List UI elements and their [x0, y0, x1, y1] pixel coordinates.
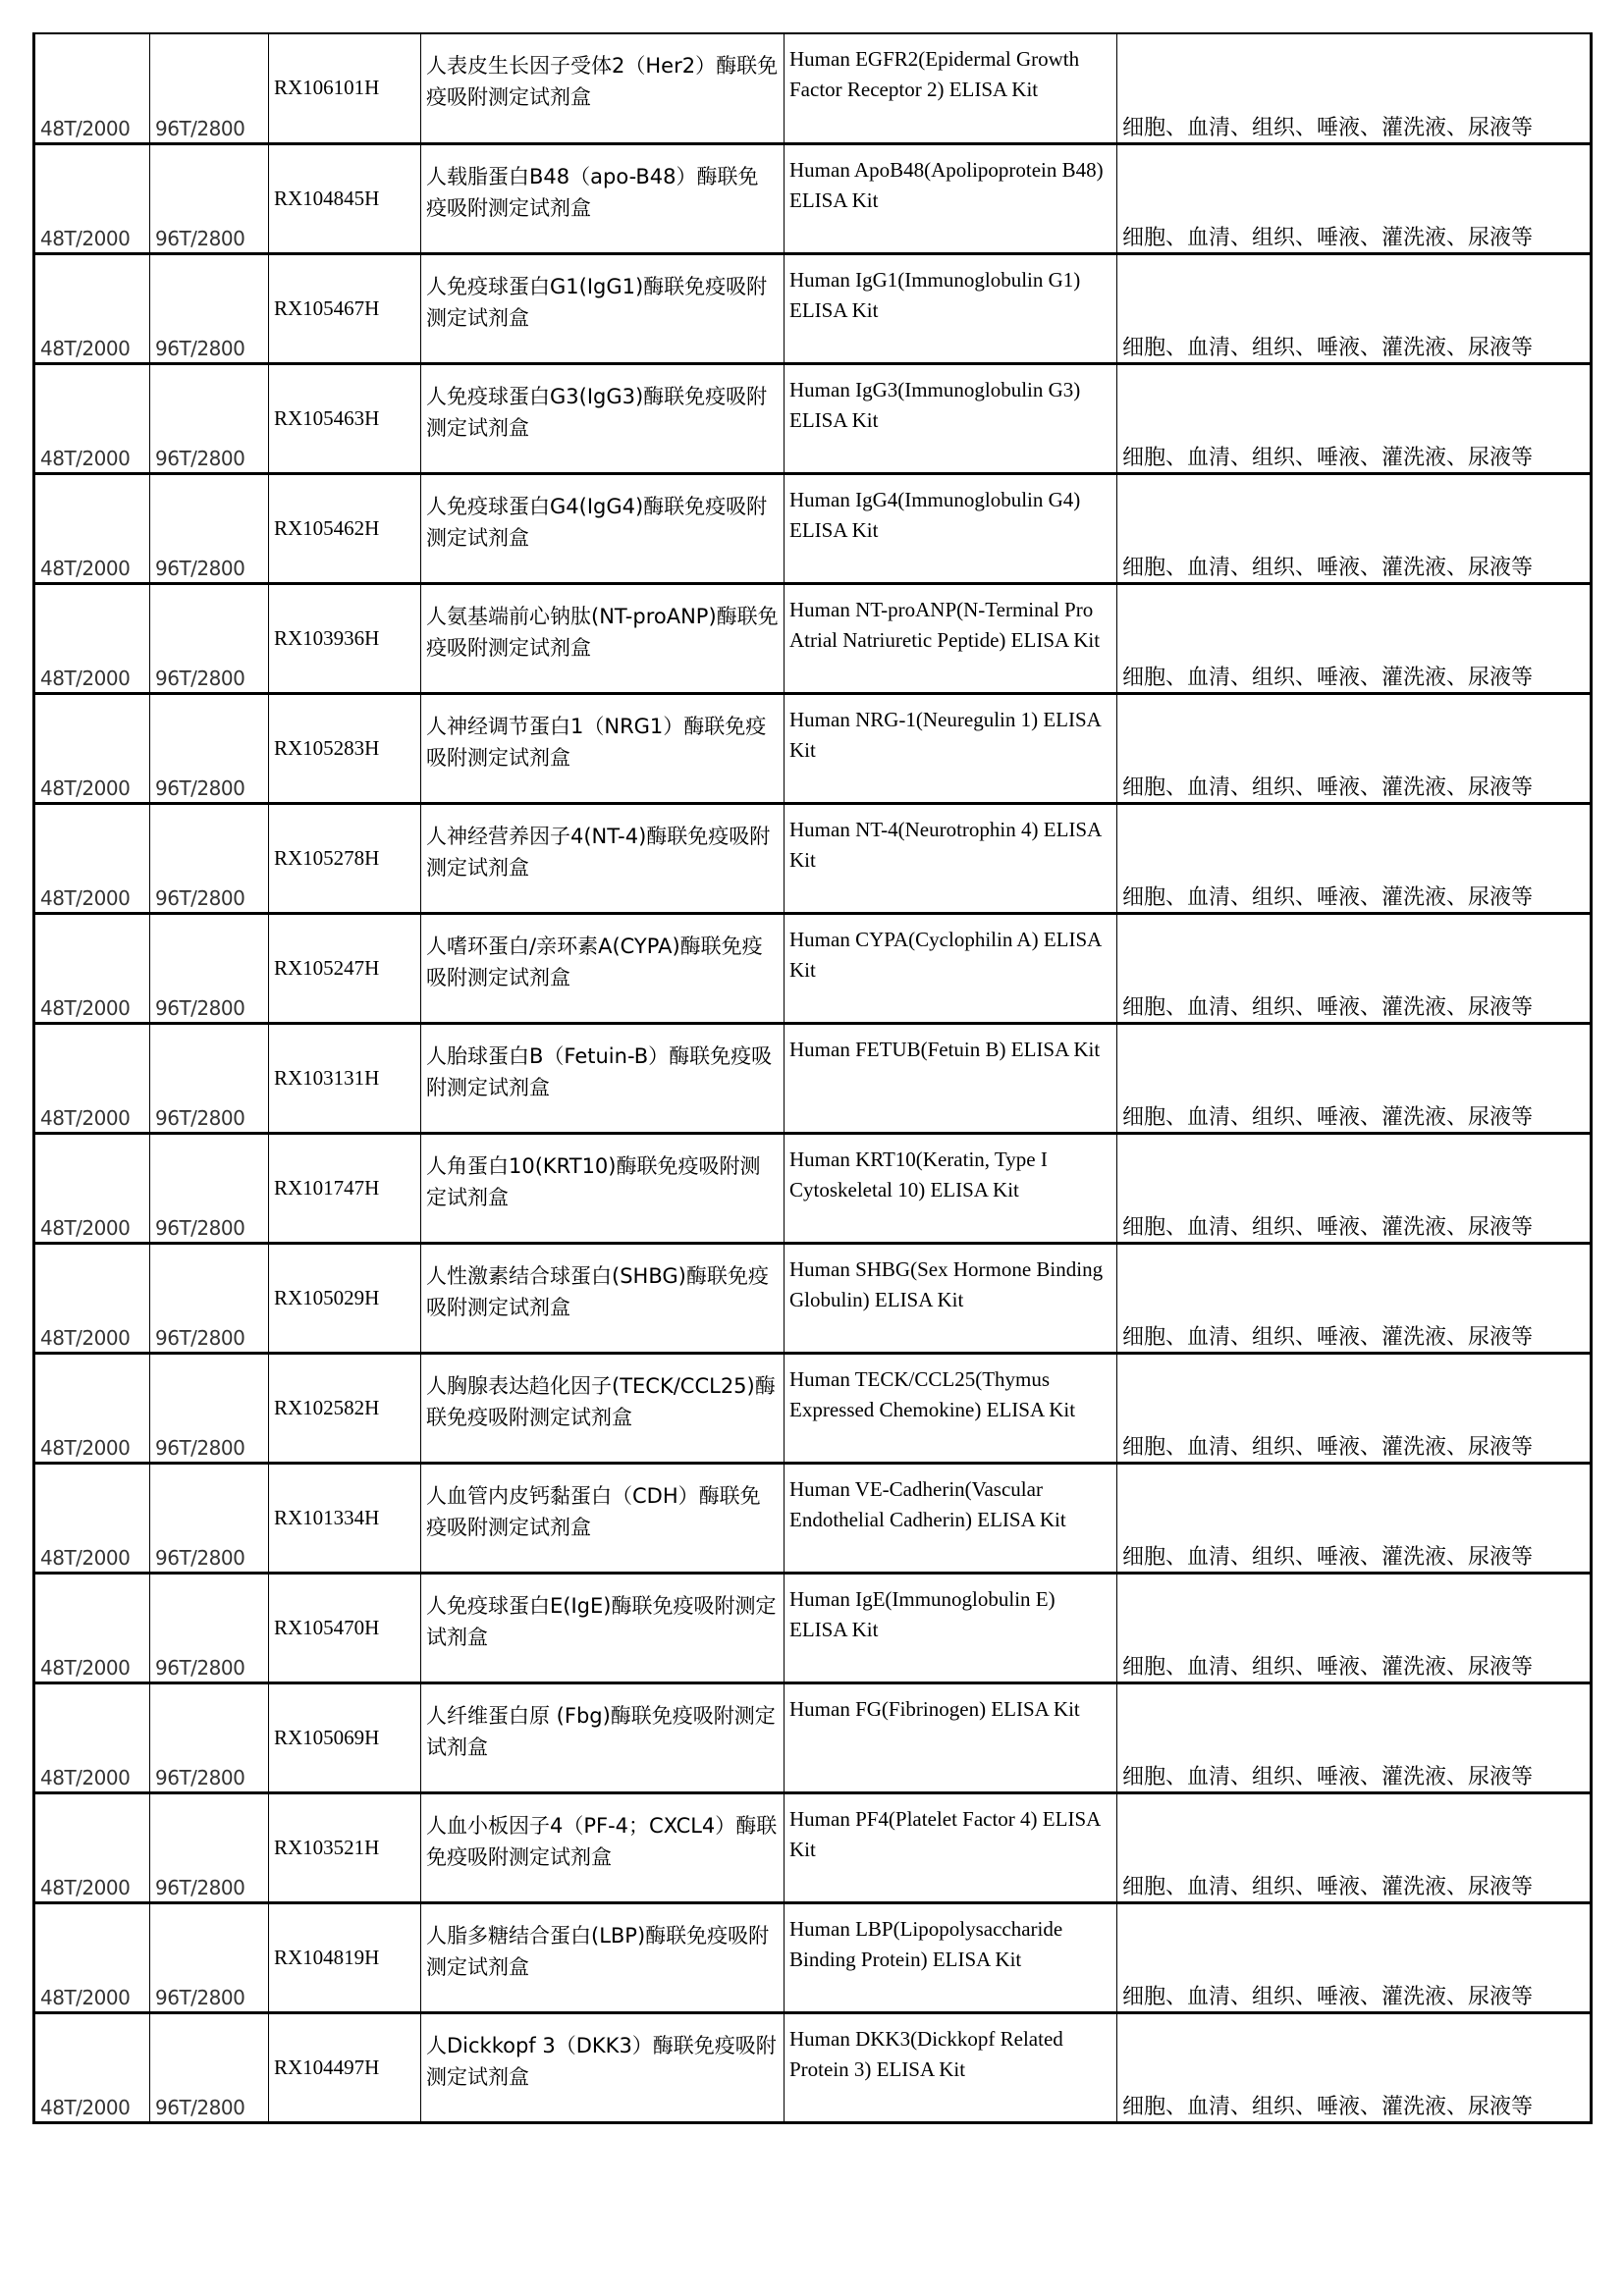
pack-96-cell: 96T/2800	[150, 1463, 269, 1573]
pack-48-cell: 48T/2000	[34, 1353, 150, 1463]
table-row	[34, 33, 1592, 143]
pack-48-cell: 48T/2000	[34, 1463, 150, 1573]
product-name-en-cell: Human ApoB48(Apolipoprotein B48) ELISA Kit	[785, 143, 1117, 253]
pack-48-cell: 48T/2000	[34, 253, 150, 363]
table-row	[34, 143, 1592, 253]
product-name-en-cell: Human DKK3(Dickkopf Related Protein 3) ELISA Kit	[785, 2012, 1117, 2122]
pack-96-cell: 96T/2800	[150, 913, 269, 1023]
sample-types-cell: 细胞、血清、组织、唾液、灌洗液、尿液等	[1117, 473, 1592, 583]
pack-48-cell: 48T/2000	[34, 583, 150, 693]
product-name-cn-cell: 人免疫球蛋白E(IgE)酶联免疫吸附测定试剂盒	[421, 1573, 785, 1682]
sample-types-cell: 细胞、血清、组织、唾液、灌洗液、尿液等	[1117, 253, 1592, 363]
product-name-en-cell: Human FETUB(Fetuin B) ELISA Kit	[785, 1023, 1117, 1133]
pack-96-cell: 96T/2800	[150, 1243, 269, 1353]
product-name-en-cell: Human IgG3(Immunoglobulin G3) ELISA Kit	[785, 363, 1117, 473]
pack-96-cell: 96T/2800	[150, 253, 269, 363]
table-row	[34, 1792, 1592, 1902]
product-name-en-cell: Human KRT10(Keratin, Type I Cytoskeletal 10) ELISA Kit	[785, 1133, 1117, 1243]
pack-96-cell: 96T/2800	[150, 1902, 269, 2012]
catalog-number-cell: RX101747H	[269, 1133, 421, 1243]
product-name-en-cell: Human PF4(Platelet Factor 4) ELISA Kit	[785, 1792, 1117, 1902]
pack-48-cell: 48T/2000	[34, 1243, 150, 1353]
product-name-en-cell: Human TECK/CCL25(Thymus Expressed Chemokine) ELISA Kit	[785, 1353, 1117, 1463]
sample-types-cell: 细胞、血清、组织、唾液、灌洗液、尿液等	[1117, 143, 1592, 253]
table-row	[34, 1902, 1592, 2012]
product-name-cn-cell: 人表皮生长因子受体2（Her2）酶联免疫吸附测定试剂盒	[421, 33, 785, 143]
table-row	[34, 583, 1592, 693]
table-row	[34, 253, 1592, 363]
pack-48-cell: 48T/2000	[34, 2012, 150, 2122]
product-name-en-cell: Human IgG1(Immunoglobulin G1) ELISA Kit	[785, 253, 1117, 363]
pack-48-cell: 48T/2000	[34, 143, 150, 253]
sample-types-cell: 细胞、血清、组织、唾液、灌洗液、尿液等	[1117, 1573, 1592, 1682]
product-name-en-cell: Human NT-proANP(N-Terminal Pro Atrial Natriuretic Peptide) ELISA Kit	[785, 583, 1117, 693]
sample-types-cell: 细胞、血清、组织、唾液、灌洗液、尿液等	[1117, 913, 1592, 1023]
pack-48-cell: 48T/2000	[34, 363, 150, 473]
product-name-cn-cell: 人免疫球蛋白G4(IgG4)酶联免疫吸附测定试剂盒	[421, 473, 785, 583]
product-name-cn-cell: 人角蛋白10(KRT10)酶联免疫吸附测定试剂盒	[421, 1133, 785, 1243]
pack-96-cell: 96T/2800	[150, 1133, 269, 1243]
catalog-number-cell: RX102582H	[269, 1353, 421, 1463]
catalog-number-cell: RX105470H	[269, 1573, 421, 1682]
pack-48-cell: 48T/2000	[34, 1133, 150, 1243]
catalog-number-cell: RX104819H	[269, 1902, 421, 2012]
sample-types-cell: 细胞、血清、组织、唾液、灌洗液、尿液等	[1117, 803, 1592, 913]
pack-96-cell: 96T/2800	[150, 1792, 269, 1902]
product-name-en-cell: Human EGFR2(Epidermal Growth Factor Receptor 2) ELISA Kit	[785, 33, 1117, 143]
catalog-number-cell: RX105069H	[269, 1682, 421, 1792]
catalog-number-cell: RX103131H	[269, 1023, 421, 1133]
catalog-number-cell: RX105278H	[269, 803, 421, 913]
pack-96-cell: 96T/2800	[150, 1353, 269, 1463]
catalog-number-cell: RX105029H	[269, 1243, 421, 1353]
sample-types-cell: 细胞、血清、组织、唾液、灌洗液、尿液等	[1117, 1792, 1592, 1902]
catalog-number-cell: RX104845H	[269, 143, 421, 253]
product-name-cn-cell: 人胸腺表达趋化因子(TECK/CCL25)酶联免疫吸附测定试剂盒	[421, 1353, 785, 1463]
catalog-number-cell: RX105463H	[269, 363, 421, 473]
table-row	[34, 473, 1592, 583]
product-name-cn-cell: 人Dickkopf 3（DKK3）酶联免疫吸附测定试剂盒	[421, 2012, 785, 2122]
product-name-cn-cell: 人免疫球蛋白G3(IgG3)酶联免疫吸附测定试剂盒	[421, 363, 785, 473]
product-name-en-cell: Human SHBG(Sex Hormone Binding Globulin) ELISA Kit	[785, 1243, 1117, 1353]
pack-48-cell: 48T/2000	[34, 913, 150, 1023]
pack-96-cell: 96T/2800	[150, 1682, 269, 1792]
pack-48-cell: 48T/2000	[34, 1023, 150, 1133]
pack-96-cell: 96T/2800	[150, 583, 269, 693]
product-name-cn-cell: 人性激素结合球蛋白(SHBG)酶联免疫吸附测定试剂盒	[421, 1243, 785, 1353]
sample-types-cell: 细胞、血清、组织、唾液、灌洗液、尿液等	[1117, 363, 1592, 473]
table-row	[34, 2012, 1592, 2122]
catalog-number-cell: RX105283H	[269, 693, 421, 803]
sample-types-cell: 细胞、血清、组织、唾液、灌洗液、尿液等	[1117, 1243, 1592, 1353]
table-row	[34, 803, 1592, 913]
pack-48-cell: 48T/2000	[34, 1792, 150, 1902]
pack-48-cell: 48T/2000	[34, 1682, 150, 1792]
pack-96-cell: 96T/2800	[150, 143, 269, 253]
product-name-en-cell: Human LBP(Lipopolysaccharide Binding Protein) ELISA Kit	[785, 1902, 1117, 2012]
sample-types-cell: 细胞、血清、组织、唾液、灌洗液、尿液等	[1117, 2012, 1592, 2122]
product-name-cn-cell: 人神经营养因子4(NT-4)酶联免疫吸附测定试剂盒	[421, 803, 785, 913]
pack-96-cell: 96T/2800	[150, 1573, 269, 1682]
product-name-cn-cell: 人血小板因子4（PF-4；CXCL4）酶联免疫吸附测定试剂盒	[421, 1792, 785, 1902]
table-row	[34, 1463, 1592, 1573]
product-name-cn-cell: 人嗜环蛋白/亲环素A(CYPA)酶联免疫吸附测定试剂盒	[421, 913, 785, 1023]
product-name-cn-cell: 人脂多糖结合蛋白(LBP)酶联免疫吸附测定试剂盒	[421, 1902, 785, 2012]
sample-types-cell: 细胞、血清、组织、唾液、灌洗液、尿液等	[1117, 1902, 1592, 2012]
product-name-en-cell: Human NRG-1(Neuregulin 1) ELISA Kit	[785, 693, 1117, 803]
product-name-en-cell: Human VE-Cadherin(Vascular Endothelial Cadherin) ELISA Kit	[785, 1463, 1117, 1573]
product-name-cn-cell: 人胎球蛋白B（Fetuin-B）酶联免疫吸附测定试剂盒	[421, 1023, 785, 1133]
product-name-cn-cell: 人免疫球蛋白G1(IgG1)酶联免疫吸附测定试剂盒	[421, 253, 785, 363]
table-row	[34, 1243, 1592, 1353]
table-row	[34, 693, 1592, 803]
pack-48-cell: 48T/2000	[34, 473, 150, 583]
product-name-en-cell: Human NT-4(Neurotrophin 4) ELISA Kit	[785, 803, 1117, 913]
pack-48-cell: 48T/2000	[34, 1573, 150, 1682]
catalog-number-cell: RX105247H	[269, 913, 421, 1023]
catalog-number-cell: RX104497H	[269, 2012, 421, 2122]
catalog-number-cell: RX105462H	[269, 473, 421, 583]
table-row	[34, 1573, 1592, 1682]
product-table	[32, 32, 1593, 2124]
sample-types-cell: 细胞、血清、组织、唾液、灌洗液、尿液等	[1117, 1682, 1592, 1792]
catalog-number-cell: RX101334H	[269, 1463, 421, 1573]
sample-types-cell: 细胞、血清、组织、唾液、灌洗液、尿液等	[1117, 1463, 1592, 1573]
sample-types-cell: 细胞、血清、组织、唾液、灌洗液、尿液等	[1117, 1023, 1592, 1133]
product-name-en-cell: Human CYPA(Cyclophilin A) ELISA Kit	[785, 913, 1117, 1023]
sample-types-cell: 细胞、血清、组织、唾液、灌洗液、尿液等	[1117, 1353, 1592, 1463]
pack-48-cell: 48T/2000	[34, 33, 150, 143]
pack-96-cell: 96T/2800	[150, 363, 269, 473]
pack-48-cell: 48T/2000	[34, 803, 150, 913]
product-name-cn-cell: 人血管内皮钙黏蛋白（CDH）酶联免疫吸附测定试剂盒	[421, 1463, 785, 1573]
pack-48-cell: 48T/2000	[34, 1902, 150, 2012]
table-row	[34, 1682, 1592, 1792]
table-row	[34, 913, 1592, 1023]
table-row	[34, 1353, 1592, 1463]
sample-types-cell: 细胞、血清、组织、唾液、灌洗液、尿液等	[1117, 583, 1592, 693]
pack-48-cell: 48T/2000	[34, 693, 150, 803]
product-name-cn-cell: 人氨基端前心钠肽(NT-proANP)酶联免疫吸附测定试剂盒	[421, 583, 785, 693]
sample-types-cell: 细胞、血清、组织、唾液、灌洗液、尿液等	[1117, 1133, 1592, 1243]
table-body	[34, 33, 1592, 2122]
table-row	[34, 1133, 1592, 1243]
catalog-number-cell: RX103936H	[269, 583, 421, 693]
sample-types-cell: 细胞、血清、组织、唾液、灌洗液、尿液等	[1117, 33, 1592, 143]
sample-types-cell: 细胞、血清、组织、唾液、灌洗液、尿液等	[1117, 693, 1592, 803]
pack-96-cell: 96T/2800	[150, 803, 269, 913]
pack-96-cell: 96T/2800	[150, 1023, 269, 1133]
product-name-cn-cell: 人神经调节蛋白1（NRG1）酶联免疫吸附测定试剂盒	[421, 693, 785, 803]
catalog-number-cell: RX103521H	[269, 1792, 421, 1902]
pack-96-cell: 96T/2800	[150, 693, 269, 803]
table-row	[34, 363, 1592, 473]
table-row	[34, 1023, 1592, 1133]
product-name-cn-cell: 人载脂蛋白B48（apo-B48）酶联免疫吸附测定试剂盒	[421, 143, 785, 253]
pack-96-cell: 96T/2800	[150, 33, 269, 143]
product-name-en-cell: Human FG(Fibrinogen) ELISA Kit	[785, 1682, 1117, 1792]
catalog-number-cell: RX106101H	[269, 33, 421, 143]
catalog-number-cell: RX105467H	[269, 253, 421, 363]
product-name-cn-cell: 人纤维蛋白原 (Fbg)酶联免疫吸附测定试剂盒	[421, 1682, 785, 1792]
pack-96-cell: 96T/2800	[150, 473, 269, 583]
product-name-en-cell: Human IgE(Immunoglobulin E) ELISA Kit	[785, 1573, 1117, 1682]
pack-96-cell: 96T/2800	[150, 2012, 269, 2122]
product-name-en-cell: Human IgG4(Immunoglobulin G4) ELISA Kit	[785, 473, 1117, 583]
